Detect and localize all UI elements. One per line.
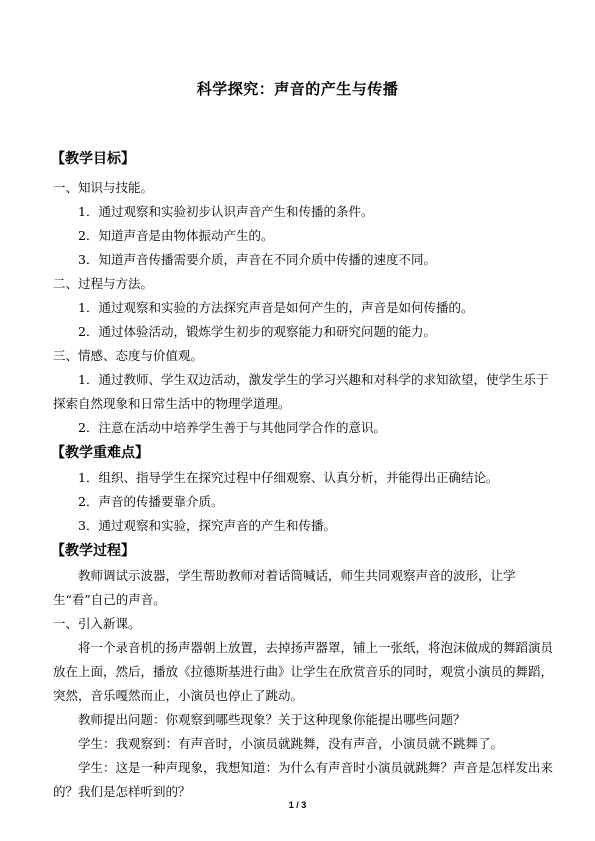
- process-paragraph: 学生：这是一种声现象，我想知道：为什么有声音时小演员就跳舞？声音是怎样发出来的？我们是怎样听到的？: [53, 760, 554, 799]
- document-body: [53, 146, 553, 804]
- objective-line: 1．通过观察和实验的方法探究声音是如何产生的，声音是如何传播的。: [78, 300, 474, 315]
- key-point-line: 3．通过观察和实验，探究声音的产生和传播。: [78, 518, 336, 533]
- section-heading-objectives: 【教学目标】: [51, 151, 135, 167]
- objective-line: 一、知识与技能。: [53, 180, 154, 195]
- objective-line: 三、情感、态度与价值观。: [53, 348, 204, 363]
- objective-line: 二、过程与方法。: [53, 276, 154, 291]
- process-line: 一、引入新课。: [53, 616, 141, 631]
- key-point-line: 1．组织、指导学生在探究过程中仔细观察、认真分析，并能得出正确结论。: [78, 470, 499, 485]
- page-title: 科学探究：声音的产生与传播: [196, 80, 399, 98]
- objective-line: 1．通过观察和实验初步认识声音产生和传播的条件。: [78, 204, 374, 219]
- objective-line: 2．注意在活动中培养学生善于与其他同学合作的意识。: [78, 420, 386, 435]
- objective-line: 2．知道声音是由物体振动产生的。: [78, 228, 274, 243]
- key-point-line: 2．声音的传播要靠介质。: [78, 494, 224, 509]
- section-heading-process: 【教学过程】: [51, 543, 135, 559]
- objective-line: 2．通过体验活动，锻炼学生初步的观察能力和研究问题的能力。: [78, 324, 436, 339]
- objective-paragraph: 1．通过教师、学生双边活动，激发学生的学习兴趣和对科学的求知欲望，使学生乐于探索自然现象和日常生活中的物理学道理。: [53, 372, 549, 411]
- page-number: 1 / 3: [288, 800, 307, 810]
- process-paragraph: 教师调试示波器，学生帮助教师对着话筒喊话，师生共同观察声音的波形，让学生“看”自己的声音。: [53, 568, 516, 607]
- objective-line: 3．知道声音传播需要介质，声音在不同介质中传播的速度不同。: [78, 252, 436, 267]
- section-heading-key-points: 【教学重难点】: [51, 445, 149, 461]
- process-paragraph: 将一个录音机的扬声器朝上放置，去掉扬声器罩，铺上一张纸，将泡沫做成的舞蹈演员放在上面，然后，播放《拉德斯基进行曲》让学生在欣赏音乐的同时，观赏小演员的舞蹈，突然，音乐嘎然而止，小演员也停止了跳动。: [53, 640, 554, 703]
- process-paragraph: 教师提出问题：你观察到哪些现象？关于这种现象你能提出哪些问题？: [78, 712, 466, 727]
- process-paragraph: 学生：我观察到：有声音时，小演员就跳舞，没有声音，小演员就不跳舞了。: [78, 736, 504, 751]
